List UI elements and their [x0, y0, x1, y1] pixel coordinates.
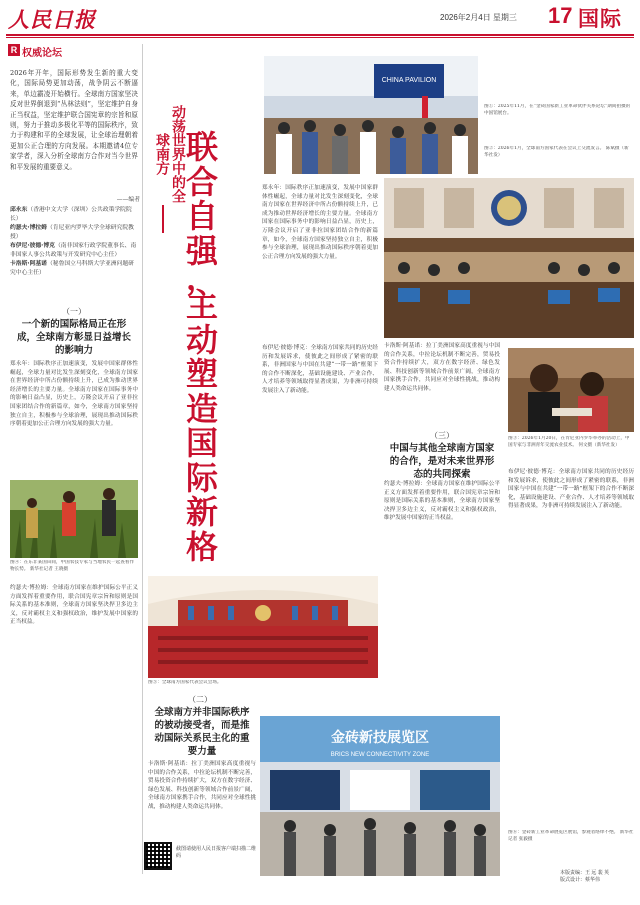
- masthead-rule: [6, 34, 634, 36]
- pavilion-photo: [264, 56, 478, 174]
- expo-banner: 金砖新技展览区: [331, 730, 429, 746]
- body-text-2: 约瑟夫·博拉姆：全球南方国家在维护国际公平正义方面发挥着重要作用，联合国宪章宗旨和原则是国际关系的基本准则，全球南方国家坚决捍卫多边主义，反对霸权主义和强权政治，维护发展中国家的正当权益。: [10, 585, 138, 626]
- body-text-7: 布伊尼·彼德·博克：全球南方国家共同的历史经历和发展诉求，使彼此之间形成了紧密的联系，非洲国家与中国在共建“一带一路”框架下的合作不断深化，基础设施建设、产业合作、人才培养等领域取得显著成果，为非洲可持续发展注入了新动能。: [508, 469, 634, 510]
- hall-caption: 图⑤：全球南方国家代表会议会场。: [148, 680, 222, 685]
- expert-3: 布伊尼·彼德·博克（南非国家行政学院董事长、南非国家人事公共政策与开发研究中心主任）: [10, 243, 137, 258]
- masthead-logo: 人民日报: [8, 7, 96, 32]
- column-label: [8, 44, 62, 58]
- portrait-caption: 图③：2026年1月20日，在肯尼亚内罗毕举办的活动上，中国专家与非洲青年交流农业技术。 何文摄（新华社发）: [508, 436, 630, 448]
- masthead: [0, 0, 640, 34]
- kicker: 动荡世界中的全球南方: [154, 105, 186, 203]
- kicker-dash: [162, 205, 164, 233]
- body-text-8: 卡洛斯·阿基诺：拉丁美洲国家高度重视与中国的合作关系，中拉论坛机制不断完善，贸易投资合作持续扩大，双方在数字经济、绿色发展、科技创新等领域合作前景广阔，全球南方国家携手合作，共同应对全球性挑战，推动构建人类命运共同体。: [148, 761, 256, 810]
- lead-signoff: ——编者: [116, 197, 140, 203]
- expo-photo: [260, 716, 500, 876]
- hall-photo: [148, 576, 378, 678]
- portrait-photo: [508, 348, 634, 432]
- expert-2: 约瑟夫·博拉姆（肯尼亚内罗毕大学全球研究院教授）: [10, 225, 134, 240]
- lead-paragraph: 2026年开年，国际形势发生新的重大变化，国际局势更加动荡，战争阴云不断逼来，单边霸凌开始横行。全球南方国家坚决反对世界倒退到“丛林法则”，坚定维护自身正当权益，坚定维护联合国宪章的宗旨和原则，努力于推动多极化平等的国际秩序，致力于构建和平的全球发展，让全球治理朝着更加公正合理的方向发展。本期邀请4位专家学者，深入分析全球南方合作对当今世界和平发展的重要意义。: [10, 69, 138, 171]
- expo-banner-sub: BRICS NEW CONNECTIVITY ZONE: [330, 752, 430, 758]
- column-badge: R: [8, 44, 20, 56]
- section-2-title: 全球南方并非国际秩序的被动接受者，而是推动国际关系民主化的重要力量: [154, 707, 250, 757]
- column-divider-left: [142, 44, 143, 874]
- expo-caption: 图⑥：金砖新工业革命展览区展馆，参观者络绎不绝。 新华社记者 张毅摄: [508, 830, 634, 842]
- qr-code[interactable]: [144, 842, 172, 870]
- editors-credit: 本版责编：王 远 裴 英 版式设计：蔡华伟: [560, 870, 610, 883]
- body-text-1: 郑永年：国际秩序正加速演变，发展中国家群体性崛起，全球力量对比发生深刻变化，全球南方国家在世界经济中所占份额持续上升，已成为推动世界经济增长的主要力量。全球南方国家在国际事务中的影响日益凸显，历史上，万隆会议开启了亚非拉国家团结合作的新篇章，如今，全球南方国家坚持独立自主，积极参与全球治理，展现出推动国际秩序朝着更加公正合理方向发展的强大力量。: [10, 361, 138, 428]
- body-text-6: 约瑟夫·博拉姆：全球南方国家在维护国际公平正义方面发挥着重要作用，联合国宪章宗旨和原则是国际关系的基本准则，全球南方国家坚决捍卫多边主义，反对霸权主义和强权政治，维护发展中国家的正当权益。: [384, 481, 500, 522]
- section-name: 国际: [578, 8, 622, 31]
- body-text-3: 郑永年：国际秩序正加速演变，发展中国家群体性崛起，全球力量对比发生深刻变化，全球南方国家在世界经济中所占份额持续上升，已成为推动世界经济增长的主要力量。全球南方国家在国际事务中的影响日益凸显，历史上，万隆会议开启了亚非拉国家团结合作的新篇章，如今，全球南方国家坚持独立自主，积极参与全球治理，展现出推动国际秩序朝着更加公正合理方向发展的强大力量。: [262, 185, 378, 260]
- farm-photo: [10, 480, 138, 558]
- expert-4: 卡洛斯·阿基诺（秘鲁国立马科斯大学亚洲问题研究中心主任）: [10, 261, 134, 276]
- section-1-number: （一）: [62, 307, 86, 316]
- section-1-title: 一个新的国际格局正在形成，全球南方彰显日益增长的影响力: [16, 319, 131, 356]
- pavilion-caption: 图①：2025年11月，在“金砖国家新工业革命伙伴关系论坛”期间拍摄的中国馆展台。: [484, 104, 631, 116]
- section-3-title: 中国与其他全球南方国家的合作，是对未来世界形态的共同探索: [389, 443, 495, 480]
- farm-photo-caption: 图④：在东非某国田间，中国农技专家与当地农民一起查看作物长势。 新华社记者 王晓摄: [10, 560, 135, 572]
- conference-caption: 图②：2026年1月，全球南方国家代表在会议上交流发言。 陈斌摄（新华社发）: [484, 146, 629, 158]
- column-label-text: 权威论坛: [22, 48, 62, 59]
- expert-1: 邱永东（香港中文大学（深圳）公共政策学院院长）: [10, 207, 132, 222]
- section-3-number: （三）: [430, 431, 454, 440]
- conference-photo: [384, 178, 634, 338]
- body-text-4: 布伊尼·彼德·博克：全球南方国家共同的历史经历和发展诉求，使彼此之间形成了紧密的联系，非洲国家与中国在共建“一带一路”框架下的合作不断深化，基础设施建设、产业合作、人才培养等领域取得显著成果，为非洲可持续发展注入了新动能。: [262, 345, 378, 394]
- page-number: 17: [548, 3, 573, 28]
- section-2-number: （二）: [188, 695, 212, 704]
- pavilion-sign: CHINA PAVILION: [381, 77, 437, 84]
- headline: 联 合 自 强 ， 主 动 塑 造 国 际 新 格: [185, 128, 218, 566]
- body-text-5: 卡洛斯·阿基诺：拉丁美洲国家高度重视与中国的合作关系，中拉论坛机制不断完善，贸易投资合作持续扩大，双方在数字经济、绿色发展、科技创新等领域合作前景广阔，全球南方国家携手合作，共同应对全球性挑战，推动构建人类命运共同体。: [384, 343, 500, 392]
- masthead-rule-thin: [6, 37, 634, 38]
- masthead-date: 2026年2月4日 星期三: [440, 13, 517, 22]
- expert-list: [10, 206, 138, 310]
- qr-note: 截图请使用人民日报客户端扫描二维码: [176, 846, 257, 859]
